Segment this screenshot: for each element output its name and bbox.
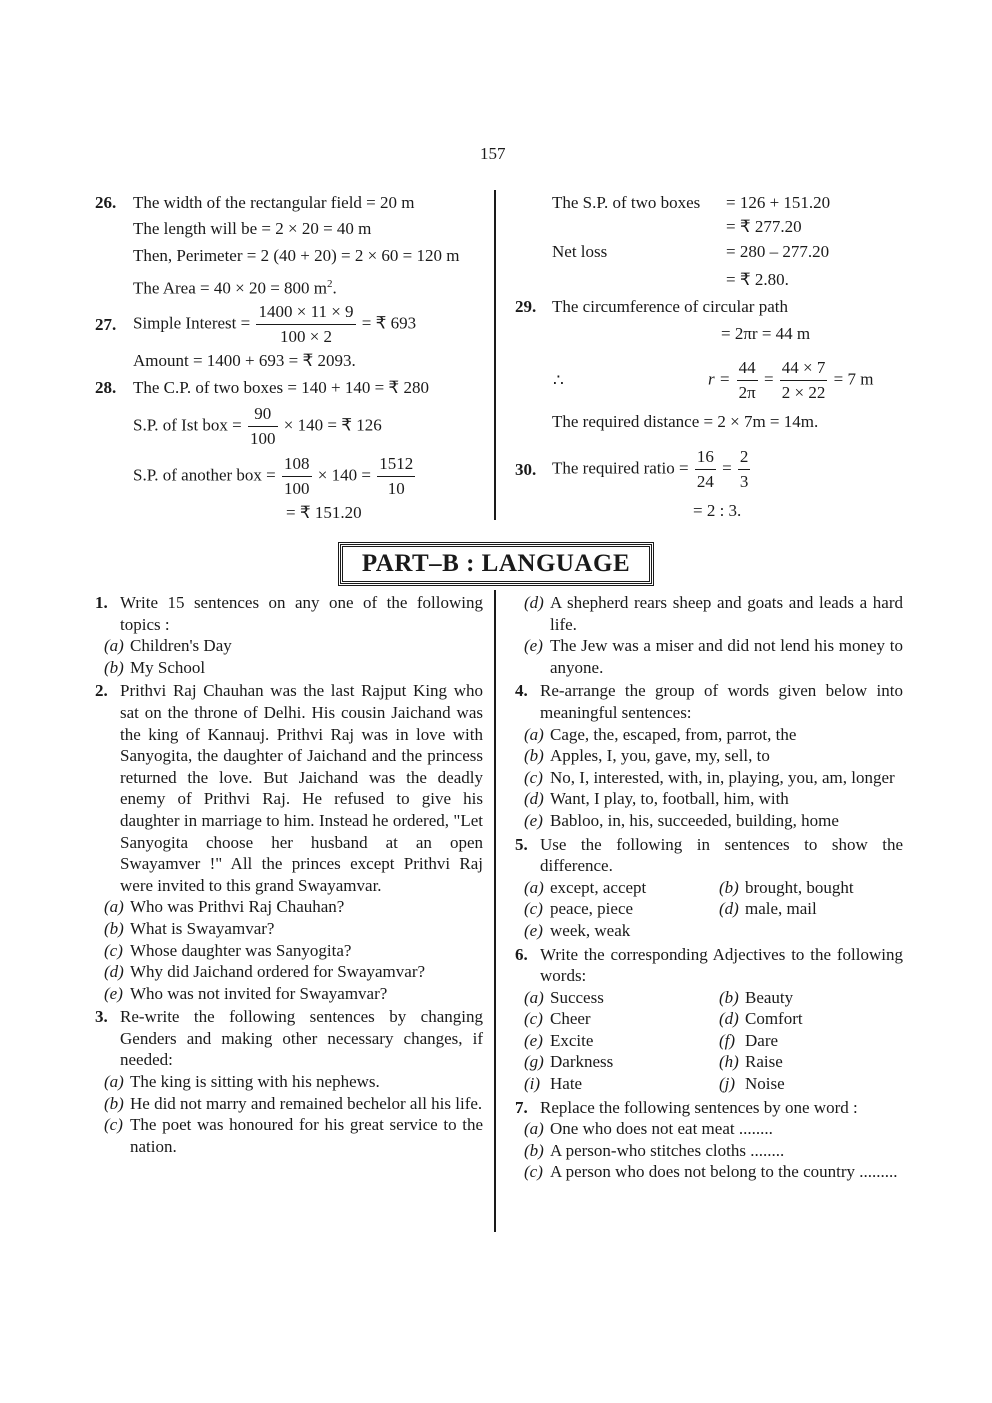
question-text: Re-write the following sentences by changing Genders and making other necessary changes, if needed: — [120, 1007, 483, 1070]
answer-line: The width of the rectangular field = 20 m — [133, 193, 415, 212]
answer-line: The circumference of circular path — [552, 297, 788, 316]
sub-item: (b) Apples, I, you, gave, my, sell, to — [524, 746, 770, 766]
sp-first-box: S.P. of Ist box = $\frac{90}{100}$ × 140 = ₹ 126 — [133, 404, 382, 448]
sub-item: (b) Beauty — [719, 987, 794, 1007]
question-number: 3. — [95, 1007, 108, 1027]
left-column — [95, 592, 483, 1157]
answer-line: = ₹ 151.20 — [286, 503, 362, 522]
sub-item: (e) week, weak — [524, 920, 631, 940]
sub-item: (c) peace, piece — [524, 899, 634, 919]
question-text: Write 15 sentences on any one of the following topics : — [120, 593, 483, 634]
sub-item: (f) Dare — [719, 1030, 779, 1050]
column-divider — [494, 190, 496, 520]
question-number: 7. — [515, 1097, 528, 1117]
sub-item: (g) Darkness — [524, 1052, 614, 1072]
question-number: 30. — [515, 460, 537, 479]
sub-item: (a) Who was Prithvi Raj Chauhan? — [104, 897, 345, 917]
sub-item: (a) Children's Day — [104, 636, 232, 656]
question-3 — [95, 1006, 483, 1157]
answer-line: The length will be = 2 × 20 = 40 m — [133, 219, 372, 238]
sub-item: (b) brought, bought — [719, 877, 854, 897]
sub-item: (c) Cheer — [524, 1009, 591, 1029]
question-number: 29. — [515, 297, 537, 316]
question-number: 1. — [95, 593, 108, 612]
value: = ₹ 277.20 — [726, 217, 802, 236]
answer-line: The Area = 40 × 20 = 800 $m^2$. — [133, 278, 337, 298]
question-6 — [515, 944, 903, 1095]
question-number: 6. — [515, 944, 528, 964]
sub-item: (b) He did not marry and remained bechelor all his life. — [104, 1093, 483, 1113]
question-number: 5. — [515, 834, 528, 854]
question-2 — [95, 680, 483, 1004]
therefore-symbol: ∴ — [553, 371, 564, 390]
sub-item: (a) Success — [524, 987, 604, 1007]
answer-line: = 2πr = 44 m — [721, 324, 811, 343]
sub-item: (e) Excite — [524, 1030, 594, 1050]
answer-line: The required distance = 2 × 7m = 14m. — [552, 412, 819, 431]
answer-line: = 2 : 3. — [693, 501, 742, 520]
sub-item: (a) except, accept — [524, 877, 647, 897]
sub-item: (d) Comfort — [719, 1009, 803, 1029]
section-title: PART–B : LANGUAGE — [340, 544, 652, 584]
sub-item: (c) No, I, interested, with, in, playing, you, am, longer — [524, 767, 895, 787]
value: = 126 + 151.20 — [726, 193, 831, 212]
question-text: Re-arrange the group of words given below into meaningful sentences: — [540, 681, 903, 722]
sub-item: (b) What is Swayamvar? — [104, 918, 275, 938]
sp-another-box: S.P. of another box = $\frac{108}{100}$ × 140 = $\frac{1512}{10}$ — [133, 454, 414, 498]
page-number: 157 — [480, 144, 506, 163]
label: The S.P. of two boxes — [552, 193, 701, 212]
sub-item: (d) A shepherd rears sheep and goats and leads a hard life. — [524, 593, 903, 634]
sub-item: (c) The poet was honoured for his great service to the nation. — [104, 1115, 483, 1156]
sub-item: (a) Cage, the, escaped, from, parrot, the — [524, 724, 797, 744]
sub-item: (c) A person who does not belong to the country ......... — [524, 1162, 898, 1182]
answer-line: Amount = 1400 + 693 = ₹ 2093. — [133, 351, 356, 370]
label: Net loss — [552, 242, 608, 261]
right-column — [515, 592, 903, 1183]
sub-item: (j) Noise — [719, 1074, 785, 1094]
sub-item: (a) One who does not eat meat ........ — [524, 1119, 773, 1139]
sub-item: (b) My School — [104, 657, 206, 677]
question-number: 27. — [95, 315, 117, 334]
question-1 — [95, 592, 483, 678]
question-number: 2. — [95, 681, 108, 701]
value: = ₹ 2.80. — [726, 270, 789, 289]
answer-line: The C.P. of two boxes = 140 + 140 = ₹ 280 — [133, 378, 429, 397]
question-text: Use the following in sentences to show the difference. — [540, 834, 903, 876]
question-7 — [515, 1097, 903, 1183]
sub-item: (e) Who was not invited for Swayamvar? — [104, 983, 388, 1003]
answer-line: Then, Perimeter = 2 (40 + 20) = 2 × 60 = 120 m — [133, 246, 460, 265]
sub-item: (h) Raise — [719, 1052, 783, 1072]
sub-item: (b) A person-who stitches cloths ........ — [524, 1140, 785, 1160]
column-divider — [494, 590, 496, 1232]
sub-item: (e) Babloo, in, his, succeeded, building, home — [524, 810, 839, 830]
value: = 280 – 277.20 — [726, 242, 830, 261]
sub-item: (c) Whose daughter was Sanyogita? — [104, 940, 352, 960]
question-text: Replace the following sentences by one word : — [540, 1097, 858, 1117]
question-3-continued — [515, 592, 903, 678]
question-text: Prithvi Raj Chauhan was the last Rajput King who sat on the throne of Delhi. His cousin Jaichand was the king of Kannauj. Prithvi Raj was in love with Sanyogita, the daughter of Jaichand and the princess returned the love. But Jaichand was the deadly enemy of Prithvi Raj. He refused to give his daughter in marriage to him. Instead he ordered, "Let Sanyogita choose her husband at an open Swayamver !" All the princes except Prithvi Raj were invited to this grand Swayamvar. — [120, 681, 483, 895]
radius-equation: r = $\frac{44}{2\pi}$ = $\frac{44 \times 7}{2 \times 22}$ = 7 m — [708, 358, 874, 402]
sub-item: (i) Hate — [524, 1074, 583, 1094]
sub-item: (d) Want, I play, to, football, him, with — [524, 789, 789, 809]
sub-item: (d) Why did Jaichand ordered for Swayamvar? — [104, 962, 426, 982]
simple-interest-equation: Simple Interest = $\frac{1400 \times 11 \times 9}{100 \times 2}$ = ₹ 693 — [133, 302, 417, 346]
question-number: 26. — [95, 193, 117, 212]
question-4 — [515, 680, 903, 831]
question-text: Write the corresponding Adjectives to the following words: — [540, 944, 903, 986]
sub-item: (a) The king is sitting with his nephews. — [104, 1072, 380, 1092]
ratio-equation: The required ratio = $\frac{16}{24}$ = $\frac{2}{3}$ — [552, 447, 749, 491]
sub-item: (e) The Jew was a miser and did not lend his money to anyone. — [524, 636, 903, 677]
question-5 — [515, 834, 903, 942]
question-number: 4. — [515, 681, 528, 701]
sub-item: (d) male, mail — [719, 899, 817, 919]
question-number: 28. — [95, 378, 117, 397]
